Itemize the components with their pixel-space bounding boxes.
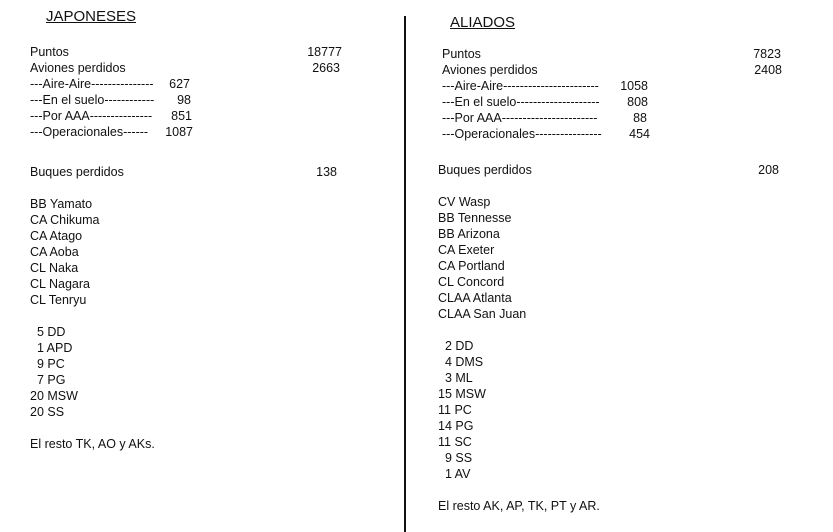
aliados-aviones-value: 2408 — [754, 63, 782, 77]
aliados-resto: El resto AK, AP, TK, PT y AR. — [438, 499, 600, 513]
japoneses-breakdown-value: 851 — [171, 109, 192, 123]
aliados-breakdown-value: 88 — [633, 111, 647, 125]
japoneses-ship: CA Chikuma — [30, 213, 100, 227]
japoneses-breakdown-label: ---En el suelo------------ — [30, 93, 155, 107]
japoneses-aviones-label: Aviones perdidos — [30, 61, 126, 75]
japoneses-breakdown-value: 98 — [177, 93, 191, 107]
aliados-breakdown-label: ---Operacionales---------------- — [442, 127, 602, 141]
aliados-ship: CA Exeter — [438, 243, 495, 257]
japoneses-puntos-value: 18777 — [307, 45, 342, 59]
japoneses-breakdown-value: 1087 — [165, 125, 193, 139]
aliados-ship: BB Tennesse — [438, 211, 512, 225]
japoneses-puntos-label: Puntos — [30, 45, 69, 59]
japoneses-buques-label: Buques perdidos — [30, 165, 124, 179]
aliados-breakdown-value: 1058 — [620, 79, 648, 93]
aliados-count: 11 PC — [438, 403, 472, 417]
japoneses-title: JAPONESES — [46, 8, 137, 25]
aliados-title: ALIADOS — [450, 14, 516, 31]
japoneses-ship: CL Nagara — [30, 277, 90, 291]
aliados-count: 4 DMS — [438, 355, 484, 369]
japoneses-count: 20 SS — [30, 405, 65, 419]
japoneses-ship: CA Aoba — [30, 245, 79, 259]
aliados-count: 14 PG — [438, 419, 474, 433]
japoneses-count: 20 MSW — [30, 389, 78, 403]
aliados-breakdown-label: ---Por AAA----------------------- — [442, 111, 598, 125]
japoneses-breakdown-label: ---Operacionales------ — [30, 125, 149, 139]
aliados-count: 11 SC — [438, 435, 472, 449]
japoneses-ship: CL Naka — [30, 261, 79, 275]
japoneses-breakdown-label: ---Por AAA--------------- — [30, 109, 153, 123]
aliados-count: 2 DD — [438, 339, 474, 353]
aliados-ship: CLAA Atlanta — [438, 291, 512, 305]
aliados-ship: BB Arizona — [438, 227, 500, 241]
japoneses-resto: El resto TK, AO y AKs. — [30, 437, 155, 451]
aliados-breakdown-value: 808 — [627, 95, 648, 109]
aliados-ship: CLAA San Juan — [438, 307, 527, 321]
aliados-ship: CA Portland — [438, 259, 505, 273]
aliados-count: 15 MSW — [438, 387, 486, 401]
japoneses-ship: CL Tenryu — [30, 293, 87, 307]
japoneses-count: 1 APD — [30, 341, 73, 355]
aliados-count: 9 SS — [438, 451, 473, 465]
japoneses-breakdown-label: ---Aire-Aire--------------- — [30, 77, 154, 91]
japoneses-aviones-value: 2663 — [312, 61, 340, 75]
aliados-puntos-value: 7823 — [753, 47, 781, 61]
aliados-buques-value: 208 — [758, 163, 779, 177]
aliados-puntos-label: Puntos — [442, 47, 481, 61]
japoneses-ship: CA Atago — [30, 229, 83, 243]
japoneses-breakdown-value: 627 — [169, 77, 190, 91]
japoneses-buques-value: 138 — [316, 165, 337, 179]
aliados-breakdown-value: 454 — [629, 127, 650, 141]
aliados-buques-label: Buques perdidos — [438, 163, 532, 177]
column-divider — [404, 16, 406, 532]
aliados-ship: CV Wasp — [438, 195, 491, 209]
japoneses-count: 9 PC — [30, 357, 65, 371]
japoneses-count: 7 PG — [30, 373, 66, 387]
japoneses-ship: BB Yamato — [30, 197, 93, 211]
aliados-breakdown-label: ---En el suelo-------------------- — [442, 95, 600, 109]
aliados-aviones-label: Aviones perdidos — [442, 63, 538, 77]
japoneses-count: 5 DD — [30, 325, 66, 339]
aliados-count: 1 AV — [438, 467, 471, 481]
aliados-count: 3 ML — [438, 371, 473, 385]
aliados-breakdown-label: ---Aire-Aire----------------------- — [442, 79, 599, 93]
aliados-ship: CL Concord — [438, 275, 505, 289]
